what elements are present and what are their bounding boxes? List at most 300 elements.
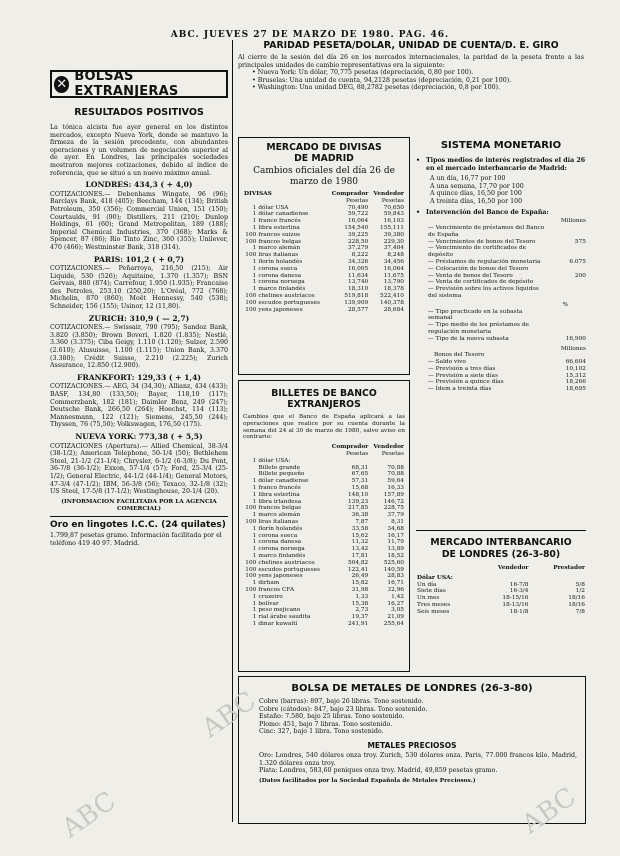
metal-line: Cobre (barras): 897, bajo 26 libras. Tono sostenido. (259, 698, 424, 705)
londres-heading: LONDRES: 434,3 ( + 4,0) (85, 180, 193, 190)
currency-qty: 1 (252, 224, 257, 231)
tipo-label: A treinta días, (430, 197, 478, 205)
sell-value: 16,33 (387, 484, 404, 491)
currency-name: florín holandés (258, 525, 303, 532)
billetes-box (238, 380, 410, 672)
currency-name: libra irlandesa (258, 498, 302, 505)
mercado-divisas-box (238, 137, 410, 375)
currency-qty: 1 (252, 580, 257, 587)
buy-value: 26,49 (351, 573, 369, 580)
sell-value: 228,75 (383, 505, 404, 512)
agency-credit: (INFORMACION FACILITADA POR LA AGENCIA COMERCIAL) (61, 498, 217, 512)
unit-label: Pesetas (381, 450, 404, 457)
currency-name: franco francés (258, 218, 301, 225)
sell-value (369, 458, 405, 465)
bonos-heading: Bonos del Tesoro (434, 352, 485, 359)
currency-qty: 1 (252, 552, 257, 559)
watermark: ABC (516, 782, 582, 840)
currency-qty: 1 (252, 600, 257, 607)
buy-value: 36,38 (351, 512, 369, 519)
buy-value: 15,38 (351, 600, 369, 607)
buy-value: 139,909 (344, 299, 369, 306)
buy-value: 241,91 (347, 620, 369, 627)
currency-name: yens japoneses (258, 306, 303, 313)
currency-name: chelines austríacos (258, 292, 315, 299)
tipo2-row-label: — Tipo practicado en la subasta semanal (428, 308, 523, 322)
table-row (243, 533, 405, 540)
table-row (243, 601, 405, 608)
currency-name: marco finlandés (258, 286, 306, 293)
currency-name: dirham (258, 580, 280, 587)
col-prestador: Prestador (553, 565, 585, 571)
tipo-label: A un día, (430, 175, 461, 183)
buy-value: 1,33 (355, 593, 369, 600)
tipo2-row-label: — Tipo de la nueva subasta (428, 335, 509, 342)
buy-value: 13,42 (351, 546, 369, 553)
table-row (243, 512, 405, 519)
currency-qty: 1 (252, 525, 257, 532)
currency-name: dinar kuwaití (258, 620, 298, 627)
billetes-title: BILLETES DE BANCO (271, 388, 377, 399)
table-row (416, 602, 586, 609)
currency-name: cruzeiro (258, 593, 283, 600)
paridad-item: • Bruselas: Una unidad de cuenta, 94,2128 pesetas (depreciación, 0,21 por 100). (252, 76, 512, 84)
currency-qty: 100 (245, 299, 257, 306)
tipo-value: 17,70 por 100 (478, 182, 524, 190)
buy-value: 19,37 (351, 614, 369, 621)
currency-qty: 100 (245, 238, 257, 245)
bonos-row-value: 18,695 (565, 386, 586, 393)
table-row (416, 595, 586, 602)
sell-value: 146,72 (383, 498, 404, 505)
interv-row-label: — Previsión sobre los activos líquidos del sistema (428, 286, 539, 299)
sell-value: 70,88 (387, 471, 404, 478)
buy-value: 57,31 (351, 478, 369, 485)
currency-qty: 100 (245, 252, 257, 259)
sell-value: 229,30 (383, 238, 404, 245)
table-row (243, 245, 405, 252)
sell-value: 1,42 (391, 593, 404, 600)
buy-value: 2,73 (355, 607, 369, 614)
table-row (243, 307, 405, 314)
table-row (243, 580, 405, 587)
page-header: ABC. JUEVES 27 DE MARZO DE 1980. PAG. 46. (170, 30, 450, 40)
tipo-value: 16,50 por 100 (477, 190, 522, 198)
intro-text: La tónica alcista fue ayer general en los distintos mercados, excepto Nueva York, donde se mantuvo la firmeza de la sesión precedente, con abundantes operaciones y un volumen de negociación superior al de ayer. En Londres, las principales sociedades mostraron mejores cotizaciones, debido al índice de referencia, que se situó a un nuevo máximo anual. (50, 124, 228, 177)
currency-name: yens japoneses (258, 573, 303, 580)
table-row (243, 614, 405, 621)
currency-name: dólar USA (258, 204, 289, 211)
currency-name: rial árabe saudita (258, 614, 311, 621)
billetes-intro: Cambios que el Banco de España aplicará a las operaciones que realice por su cuenta durante la semana del 24 al 30 de marzo de 1980, salvo aviso en contrario: (243, 414, 405, 441)
divisas-table (243, 191, 405, 313)
sell-value: 255,64 (383, 620, 404, 627)
vendedor-value: 18-13/16 (502, 601, 529, 608)
metal-line: Cobre (cátodos): 847, bajo 23 libras. Tono sostenido. (259, 705, 428, 713)
currency-qty: 100 (245, 559, 257, 566)
buy-value: 67,65 (351, 471, 369, 478)
interv-heading-text: Intervención del Banco de España: (426, 208, 549, 216)
tipos-heading-text: Tipos medios de interés registrados el día 26 en el mercado interbancario de Madrid: (426, 157, 586, 172)
buy-value: 8,222 (351, 252, 369, 259)
unit-label: Pesetas (381, 197, 404, 204)
interv-row (416, 245, 586, 259)
currency-qty: 1 (252, 265, 257, 272)
billetes-table (243, 444, 405, 628)
paridad-item-text: Bruselas: Una unidad de cuenta, 94,2128 pesetas (depreciación, 0,21 por 100). (257, 76, 512, 84)
interv-row (416, 225, 586, 239)
interv-row-label: — Colocación de bonos del Tesoro (428, 265, 529, 272)
frankfort-text: COTIZACIONES.— AEG, 34 (34,30); Allianz, 434 (433); BASF, 134,80 (133,50); Bayer, 118,10 (117); Commerzbank, 182 (181); Daimler Benz, 249 (247); Deutsche Bank, 266,50 (264); Hoechst, 114 (113); Mannesmann, 122 (121); Siemens, 245,50 (244); Thyssen, 76 (75,50); Volkswagen, 176,50 (175). (50, 383, 228, 429)
tipo-label: A una semana, (430, 182, 479, 190)
table-row (243, 573, 405, 580)
buy-value (327, 458, 369, 465)
col-comprador: Comprador (331, 191, 369, 197)
interbancario-section (416, 530, 586, 679)
metales-title: BOLSA DE METALES DE LONDRES (26-3-80) (291, 683, 533, 694)
tipo2-row (416, 322, 586, 336)
currency-qty: 1 (252, 512, 257, 519)
buy-value: 33,58 (351, 525, 369, 532)
currency-name: escudos portugueses (258, 566, 321, 573)
currency-qty: 1 (252, 279, 257, 286)
prestador-value: 1/2 (575, 588, 585, 595)
interv-row-label: — Vencimiento de certificados de depósito (428, 245, 527, 259)
banner-title: BOLSAS EXTRANJERAS (74, 69, 179, 99)
oro-text: 1.799,87 pesetas gramo. Información facilitada por el teléfono 419 40 97. Madrid. (50, 532, 222, 547)
col-vendedor: Vendedor (373, 444, 404, 451)
metal-line: Cinc: 327, bajo 1 libra. Tono sostenido. (259, 728, 384, 736)
buy-value: 18,310 (347, 286, 369, 293)
currency-name: libra esterlina (258, 491, 300, 498)
paridad-item-text: Washington: Una unidad DEG, 88,2782 pesetas (depreciación, 0,8 por 100). (257, 84, 501, 92)
currency-name: francos suizos (258, 231, 301, 238)
sell-value: 16,71 (387, 580, 404, 587)
currency-qty: 100 (245, 505, 257, 512)
currency-name: marco alemán (258, 245, 301, 252)
currency-name: dólar canadiense (258, 478, 309, 485)
currency-qty: 1 (252, 478, 257, 485)
currency-qty: 1 (252, 539, 257, 546)
col-divisas: DIVISAS (244, 191, 272, 197)
vendedor-value: 16-7/8 (509, 581, 529, 588)
table-row (243, 259, 405, 266)
interv-row (416, 266, 586, 273)
zurich-text: COTIZACIONES.— Swissair, 790 (795); Sandoz Bank, 3.820 (3.850); Brown Boveri, 1.820 (1.835); Nestlé, 3.360 (3.375); Ciba Geigy, 1.110 (1.120); Sulzer, 2.590 (2.610); Alusuisse, 1.100 (1.115); Union Bank, 3.370 (3.380); Crédit Suisse, 2.210 (2.225); Zurich Assurance, 12.850 (12.900). (50, 324, 228, 370)
prestador-value: 18/16 (568, 601, 585, 608)
table-row (243, 546, 405, 553)
metal-line: Plomo: 451, bajo 7 libras. Tono sostenido. (259, 720, 393, 728)
currency-name: corona noruega (258, 546, 305, 553)
nuevayork-text: COTIZACIONES (Apertura).— Allied Chemical, 38-3/4 (38-1/2); American Telephone, 50-1/4 (50); Bethlehem Steel, 21-1/2 (21-1/4); Chrysler, 6-1/2 (6-3/8); Du Pont, 36-7/8 (36-1/2); Exxon, 57-1/4 (57); Ford, 25-3/4 (25-1/2); General Electric, 44-1/2 (44-1/4); General Motors, 47-3/4 (47-1/2); IBM, 56-3/8 (56); Texaco, 32-1/8 (32); US Steel, 17-5/8 (17-1/2); Westinghouse, 20-1/4 (20). (50, 442, 228, 496)
sistema-title: SISTEMA MONETARIO (440, 140, 562, 151)
mercado-title: MERCADO DE DIVISAS (266, 142, 382, 153)
currency-name: bolívar (258, 600, 279, 607)
tipo2-row-value: 16,900 (565, 335, 586, 342)
term-label: Seis meses (417, 608, 450, 615)
table-row (243, 252, 405, 259)
currency-qty: 100 (245, 566, 257, 573)
col-comprador: Comprador (331, 444, 369, 451)
currency-name: chelines austríacos (258, 559, 315, 566)
sell-value: 3,05 (391, 607, 404, 614)
bonos-row-label: — Saldo vivo (428, 359, 466, 366)
watermark: ABC (196, 686, 262, 744)
currency-qty: 1 (252, 607, 257, 614)
precious-line: Oro: Londres, 540 dólares onza troy. Zurich, 530 dólares onza. Paris, 77.000 francos kilo. Madrid, 1.320 dólares onza troy. (259, 751, 577, 767)
buy-value: 139,23 (347, 498, 369, 505)
currency-name: liras italianas (258, 518, 299, 525)
divider (50, 516, 228, 517)
sell-value: 16,064 (383, 265, 404, 272)
currency-name: marco finlandés (258, 552, 306, 559)
table-row (243, 293, 405, 300)
col-vendedor: Vendedor (373, 191, 404, 197)
sell-value: 21,09 (387, 614, 404, 621)
interv-row-label: — Venta de bonos del Tesoro (428, 272, 513, 279)
pct-label: % (562, 301, 568, 308)
paridad-list (238, 69, 584, 92)
interv-row-label: — Venta de certificados de depósito (428, 279, 534, 286)
currency-name: liras italianas (258, 252, 299, 259)
metales-lines (247, 698, 577, 736)
left-column (50, 40, 228, 820)
paridad-item: • Washington: Una unidad DEG, 88,2782 pesetas (depreciación, 0,8 por 100). (252, 84, 501, 92)
buy-value: 70,490 (347, 204, 369, 211)
buy-value: 228,50 (347, 238, 369, 245)
precious-line: Plata: Londres, 583,60 peniques onza troy. Madrid, 49,859 pesetas gramo. (259, 767, 498, 775)
tipo-label: A quince días, (430, 190, 477, 198)
table-row (243, 587, 405, 594)
bonos-list (416, 359, 586, 393)
bonos-row-value: 18,266 (565, 379, 586, 386)
term-label: Siete días (417, 588, 446, 595)
table-row (243, 560, 405, 567)
tipo-value: 16,77 por 100 (460, 175, 506, 183)
buy-value: 148,10 (347, 491, 369, 498)
sell-value: 70,88 (387, 464, 404, 471)
currency-name: corona noruega (258, 279, 305, 286)
sell-value: 8,31 (391, 518, 404, 525)
vendedor-value: 18-15/16 (502, 595, 529, 602)
buy-value: 39,225 (347, 231, 369, 238)
paridad-item-text: Nueva York: Un dólar, 70,775 pesetas (depreciación, 0,80 por 100). (257, 69, 474, 77)
sell-value: 34,68 (387, 525, 404, 532)
vendedor-value: 16-3/4 (509, 588, 529, 595)
metales-box (238, 676, 586, 824)
sell-value: 140,378 (380, 299, 404, 306)
sell-value: 34,456 (383, 258, 404, 265)
sell-value: 37,79 (387, 512, 404, 519)
currency-qty: 1 (252, 204, 257, 211)
table-row (416, 609, 586, 616)
bonos-row-value: 66,604 (565, 359, 586, 366)
tipo-row (430, 198, 586, 206)
currency-qty: 1 (252, 532, 257, 539)
interv-row-label: — Vencimientos de bonos del Tesoro (428, 238, 536, 245)
prestador-value: 18/16 (568, 595, 585, 602)
bonos-row (416, 359, 586, 366)
currency-qty: 100 (245, 586, 257, 593)
currency-qty: 1 (252, 546, 257, 553)
currency-qty: 1 (252, 620, 257, 627)
buy-value: 16,064 (347, 218, 369, 225)
buy-value: 16,005 (347, 265, 369, 272)
tipo-row (430, 190, 586, 198)
sell-value: 28,83 (387, 573, 404, 580)
table-row (243, 458, 405, 465)
sell-value: 525,60 (383, 559, 404, 566)
bonos-row-label: — Previsión a quince días (428, 379, 504, 386)
term-label: Un mes (417, 595, 440, 602)
interv-list (416, 225, 586, 300)
currency-name: corona sueca (258, 265, 298, 272)
unit-label: Pesetas (346, 450, 369, 457)
table-row (243, 225, 405, 232)
sell-value: 18,378 (383, 286, 404, 293)
currency-qty: 100 (245, 573, 257, 580)
buy-value: 154,540 (344, 224, 369, 231)
mercado-subtitle: Cambios oficiales del día 26 de marzo de 1980 (253, 166, 395, 187)
preciosos-title: METALES PRECIOSOS (367, 740, 457, 750)
bonos-row-label: — Previsión a siete días (428, 372, 498, 379)
billetes-title-2: EXTRANJEROS (287, 399, 361, 410)
interv-row-value: 575 (574, 238, 586, 245)
interv-row-label: — Vencimiento de préstamos del Banco de España (428, 224, 545, 238)
frankfort-heading: FRANKFORT: 129,33 ( + 1,4) (77, 372, 201, 382)
sistema-section (416, 140, 586, 530)
table-row (416, 588, 586, 595)
sell-value: 59,64 (387, 478, 404, 485)
bullet-icon: • (416, 157, 421, 164)
sell-value: 11,675 (383, 272, 404, 279)
metales-credit: (Datos facilitados por la Sociedad Española de Metales Preciosos.) (259, 777, 476, 784)
buy-value: 31,98 (351, 586, 369, 593)
currency-qty: 1 (252, 593, 257, 600)
currency-qty: 100 (245, 518, 257, 525)
sell-value: 16,17 (387, 532, 404, 539)
buy-value: 11,634 (347, 272, 369, 279)
interv-heading (416, 209, 586, 217)
interv-row-value: 200 (574, 272, 586, 279)
table-row (243, 526, 405, 533)
interv-row-label: — Préstamos de regulación monetaria (428, 258, 541, 265)
tipos-heading (416, 157, 586, 172)
buy-value: 7,87 (355, 518, 369, 525)
londres-text: COTIZACIONES.— Debenhams Wingate, 96 (96); Barclays Bank, 418 (405); Beecham, 144 (134); British Petroleum, 350 (356); Commercial Union, 151 (150); Courtaulds, 91 (90); Distillers, 211 (210); Dunlop Holdings, 61 (60); Grand Metropolitan, 189 (188); Imperial Chemical Industries, 370 (368); Marks & Spencer, 87 (86); Rio Tinto Zinc, 360 (355); Unilever, 470 (466); Westminster Bank, 318 (314). (50, 190, 228, 251)
sell-value: 140,59 (383, 566, 404, 573)
metal-line: Estaño: 7.580, bajo 25 libras. Tono sostenido. (259, 713, 405, 721)
buy-value: 17,81 (351, 552, 369, 559)
buy-value: 217,85 (347, 505, 369, 512)
tipo2-row-label: — Tipo medio de los préstamos de regulación monetaria (428, 322, 529, 335)
table-row (243, 621, 405, 628)
sell-value: 32,96 (387, 586, 404, 593)
table-row (243, 594, 405, 601)
interv-row (416, 239, 586, 246)
sell-value: 155,111 (380, 224, 404, 231)
buy-value: 519,818 (344, 292, 369, 299)
bonos-row (416, 386, 586, 393)
sell-value: 18,52 (387, 552, 404, 559)
currency-name: francos belgas (258, 238, 302, 245)
interv-row (416, 286, 586, 300)
bolsas-banner (50, 70, 228, 98)
table-row (243, 567, 405, 574)
currency-name: escudos portugueses (258, 299, 321, 306)
interv-row (416, 259, 586, 266)
table-row (243, 485, 405, 492)
bonos-row-label: — Previsión a tres días (428, 365, 496, 372)
currency-name: francos CFA (258, 586, 295, 593)
currency-qty: 1 (252, 614, 257, 621)
sell-value: 157,89 (383, 491, 404, 498)
currency-name: corona danesa (258, 539, 302, 546)
table-row (243, 492, 405, 499)
oro-title: Oro en lingotes I.C.C. (24 quilates) (50, 520, 226, 531)
currency-qty: 1 (252, 286, 257, 293)
currency-name: libra esterlina (258, 224, 300, 231)
currency-qty: 100 (245, 292, 257, 299)
currency-qty: 100 (245, 231, 257, 238)
buy-value: 11,32 (351, 539, 369, 546)
buy-value: 504,82 (347, 559, 369, 566)
sell-value: 13,89 (387, 546, 404, 553)
tipos2-list (416, 309, 586, 343)
currency-name: francos belgas (258, 505, 302, 512)
table-row (243, 286, 405, 293)
currency-qty: 100 (245, 306, 257, 313)
paris-heading: PARIS: 101,2 ( + 0,7) (93, 254, 185, 264)
dolar-label: Dólar USA: (417, 574, 453, 581)
currency-qty: 1 (252, 218, 257, 225)
sell-value: 59,843 (383, 211, 404, 218)
cross-icon: ✕ (54, 76, 69, 93)
buy-value: 37,279 (347, 245, 369, 252)
tipo-row (430, 183, 586, 191)
currency-qty (243, 465, 257, 472)
paridad-item: • Nueva York: Un dólar, 70,775 pesetas (depreciación, 0,80 por 100). (252, 69, 474, 77)
currency-name: franco francés (258, 484, 301, 491)
bonos-row-value: 15,312 (565, 372, 586, 379)
paridad-intro: Al cierre de la sesión del día 26 en los mercados internacionales, la paridad de la peseta frente a las principales unidades de cambio representativas era la siguiente: (238, 54, 584, 69)
currency-name: dólar USA: (258, 457, 291, 464)
table-row (243, 300, 405, 307)
currency-name: florín holandés (258, 258, 303, 265)
buy-value: 15,62 (351, 532, 369, 539)
vendedor-value: 18-1/8 (509, 608, 529, 615)
currency-qty: 1 (252, 211, 257, 218)
sell-value: 16,103 (383, 218, 404, 225)
sell-value: 16,27 (387, 600, 404, 607)
currency-name: Billete pequeño (258, 471, 305, 478)
currency-name: corona danesa (258, 272, 302, 279)
sell-value: 522,410 (380, 292, 404, 299)
currency-qty: 1 (252, 245, 257, 252)
currency-qty: 1 (252, 457, 257, 464)
unit-label: Pesetas (346, 197, 369, 204)
paris-text: COTIZACIONES.— Peñarroya, 216,50 (215); Air Liquide, 530 (526); Aquitaine, 1.370 (1.357); BSN Gervais, 880 (874); Carrefour, 1.950 (1.935); Francaise des Petroles, 253,10 (250,20); L'Oréal, 772 (768); Michelin, 870 (860); Moët Hennessy, 540 (538); Schneider, 156 (155); Usinor, 12 (11,80). (50, 265, 228, 311)
sell-value: 8,248 (387, 252, 404, 259)
term-label: Tres meses (417, 601, 451, 608)
currency-name: marco alemán (258, 512, 301, 519)
buy-value: 15,68 (351, 484, 369, 491)
currency-qty: 1 (252, 484, 257, 491)
tipo-row (430, 175, 586, 183)
currency-name: peso mejicano (258, 607, 301, 614)
sell-value: 28,684 (383, 306, 404, 313)
table-row (243, 266, 405, 273)
